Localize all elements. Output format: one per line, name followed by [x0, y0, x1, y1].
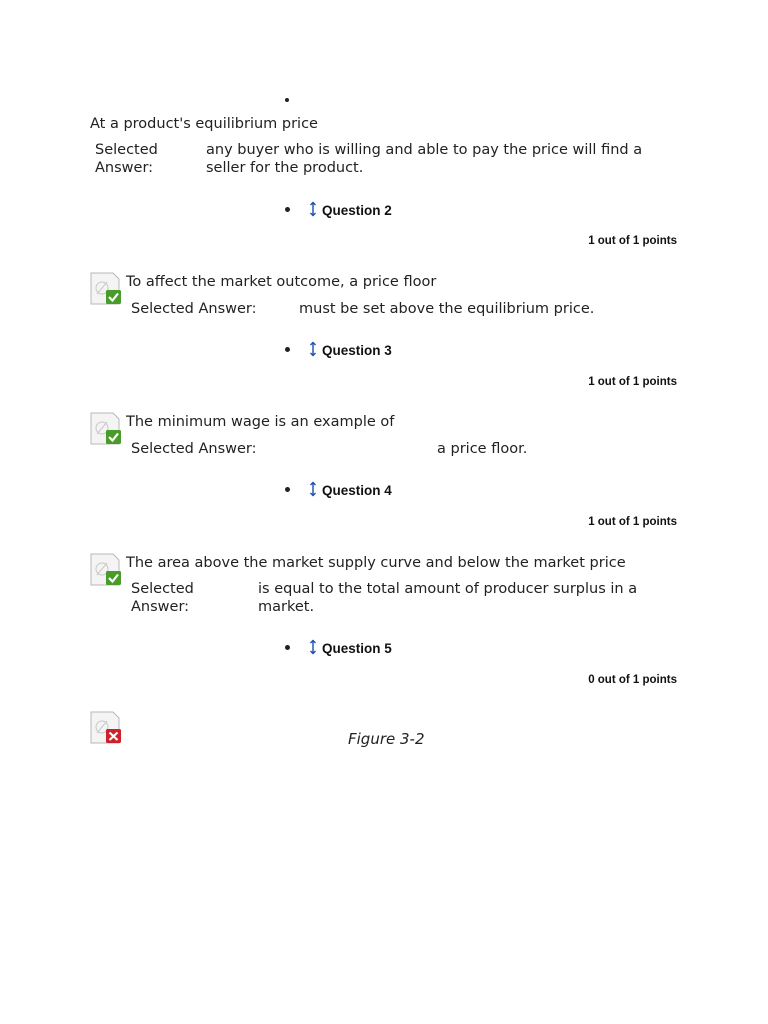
question-3-prompt: The minimum wage is an example of [126, 414, 395, 430]
correct-check-icon [89, 272, 123, 306]
question-3-points: 1 out of 1 points [588, 376, 677, 388]
question-3-answer: a price floor. [437, 441, 528, 457]
question-5-heading: Question 5 [322, 641, 392, 656]
question-4-prompt: The area above the market supply curve and below the market price [126, 555, 626, 571]
selected-answer-label-line1: Selected [95, 142, 158, 158]
correct-check-icon [89, 553, 123, 587]
selected-answer-label [131, 580, 194, 616]
selected-answer-label [95, 141, 158, 177]
list-bullet [285, 645, 290, 650]
question-1-answer-line2: seller for the product. [206, 160, 364, 176]
correct-check-icon [89, 412, 123, 446]
selected-answer-label: Selected Answer: [131, 441, 257, 457]
reorder-arrows-icon[interactable] [309, 341, 317, 357]
selected-answer-label: Selected Answer: [131, 301, 257, 317]
incorrect-x-icon [89, 711, 123, 745]
question-4-answer-line2: market. [258, 599, 315, 615]
question-4-heading: Question 4 [322, 483, 392, 498]
question-1-answer [206, 141, 642, 177]
question-5-points: 0 out of 1 points [588, 674, 677, 686]
figure-caption: Figure 3-2 [348, 730, 425, 748]
selected-answer-label-line2: Answer: [95, 160, 154, 176]
question-1-answer-line1: any buyer who is willing and able to pay the price will find a [206, 142, 643, 158]
reorder-arrows-icon[interactable] [309, 201, 317, 217]
question-2-heading: Question 2 [322, 203, 392, 218]
question-1-prompt: At a product's equilibrium price [90, 116, 318, 132]
question-2-prompt: To affect the market outcome, a price floor [126, 274, 437, 290]
question-2-points: 1 out of 1 points [588, 235, 677, 247]
question-4-answer-line1: is equal to the total amount of producer surplus in a [258, 581, 638, 597]
reorder-arrows-icon[interactable] [309, 481, 317, 497]
question-4-points: 1 out of 1 points [588, 516, 677, 528]
question-4-answer [258, 580, 637, 616]
selected-answer-label-line2: Answer: [131, 599, 190, 615]
reorder-arrows-icon[interactable] [309, 639, 317, 655]
question-2-answer: must be set above the equilibrium price. [299, 301, 595, 317]
list-bullet [285, 98, 289, 102]
list-bullet [285, 487, 290, 492]
list-bullet [285, 347, 290, 352]
list-bullet [285, 207, 290, 212]
selected-answer-label-line1: Selected [131, 581, 194, 597]
question-3-heading: Question 3 [322, 343, 392, 358]
